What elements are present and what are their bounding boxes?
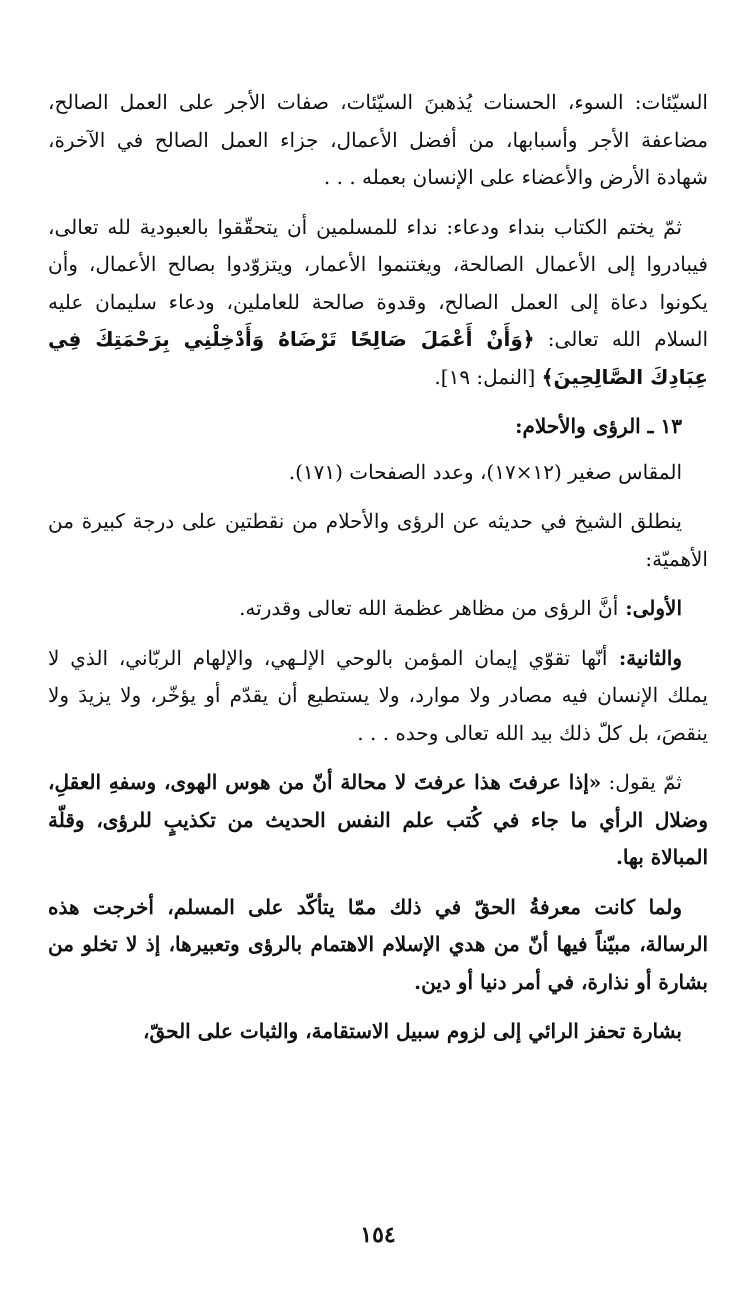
second-point-text: أنّها تقوّي إيمان المؤمن بالوحي الإلـهي، والإلهام الربّاني، الذي لا يملك الإنسان فيه مصادر ولا موارد، ولا يستطيع أن يقدّم أو يؤخّر، ولا يزيدَ ولا ينقصَ، بل كلّ ذلك بيد الله تعالى وحده . . . — [48, 645, 708, 745]
paragraph-first-point — [48, 590, 708, 628]
section-heading: ١٣ ـ الرؤى والأحلام: — [515, 414, 682, 438]
paragraph-quote-continued: ولما كانت معرفةُ الحقّ في ذلك ممّا يتأكّد على المسلم، أخرجت هذه الرسالة، مبيّناً فيها أنّ من هدي الإسلام الاهتمام بالرؤى وتعبيرها، إذ لا تخلو من بشارة أو نذارة، في أمر دنيا أو دين. — [48, 894, 708, 994]
quran-reference: [النمل: ١٩]. — [434, 364, 542, 389]
paragraph-2 — [48, 209, 708, 397]
paragraph-intro: ينطلق الشيخ في حديثه عن الرؤى والأحلام من نقطتين على درجة كبيرة من الأهميّة: — [48, 509, 708, 571]
page-body — [48, 84, 708, 1063]
paragraph-2-text: ثمّ يختم الكتاب بنداء ودعاء: نداء للمسلمين أن يتحقّقوا بالعبودية لله تعالى، فيبادروا إلى الأعمال الصالحة، ويغتنموا الأعمار، ويتزوّدوا بصالح الأعمال، وأن يكونوا دعاة إلى العمل الصالح، وقدوة صالحة للعاملين، ودعاء سليمان عليه السلام الله تعالى: — [48, 214, 708, 351]
paragraph-1: السيّئات: السوء، الحسنات يُذهبنَ السيّئات، صفات الأجر على العمل الصالح، مضاعفة الأجر وأسبابها، من أفضل الأعمال، جزاء العمل الصالح في الآخرة، شهادة الأرض والأعضاء على الإنسان بعمله . . . — [48, 90, 708, 189]
page-number: ١٥٤ — [360, 1222, 396, 1248]
quote-lead: ثمّ يقول: — [601, 770, 682, 794]
second-point-label: والثانية: — [607, 645, 683, 670]
quote-text: «إذا عرفتَ هذا عرفتَ لا محالة أنّ من هوس الهوى، وسفهِ العقلِ، وضلال الرأي ما جاء في كُتب علم النفس الحديث من تكذيبٍ للرؤى، وقلّة المبالاة بها. — [48, 770, 708, 869]
paragraph-glad-tidings: بشارة تحفز الرائي إلى لزوم سبيل الاستقامة، والثبات على الحقّ، — [143, 1019, 682, 1043]
first-point-label: الأولى: — [618, 596, 682, 620]
paragraph-dimensions: المقاس صغير (١٢×١٧)، وعدد الصفحات (١٧١). — [288, 459, 682, 484]
paragraph-second-point — [48, 640, 708, 753]
first-point-text: أنَّ الرؤى من مظاهر عظمة الله تعالى وقدرته. — [239, 596, 619, 620]
paragraph-quote — [48, 764, 708, 877]
quran-verse: ﴿وَأَنْ أَعْمَلَ صَالِحًا تَرْضَاهُ وَأَدْخِلْنِي بِرَحْمَتِكَ فِي عِبَادِكَ الصَّالِحِينَ﴾ — [48, 327, 708, 389]
